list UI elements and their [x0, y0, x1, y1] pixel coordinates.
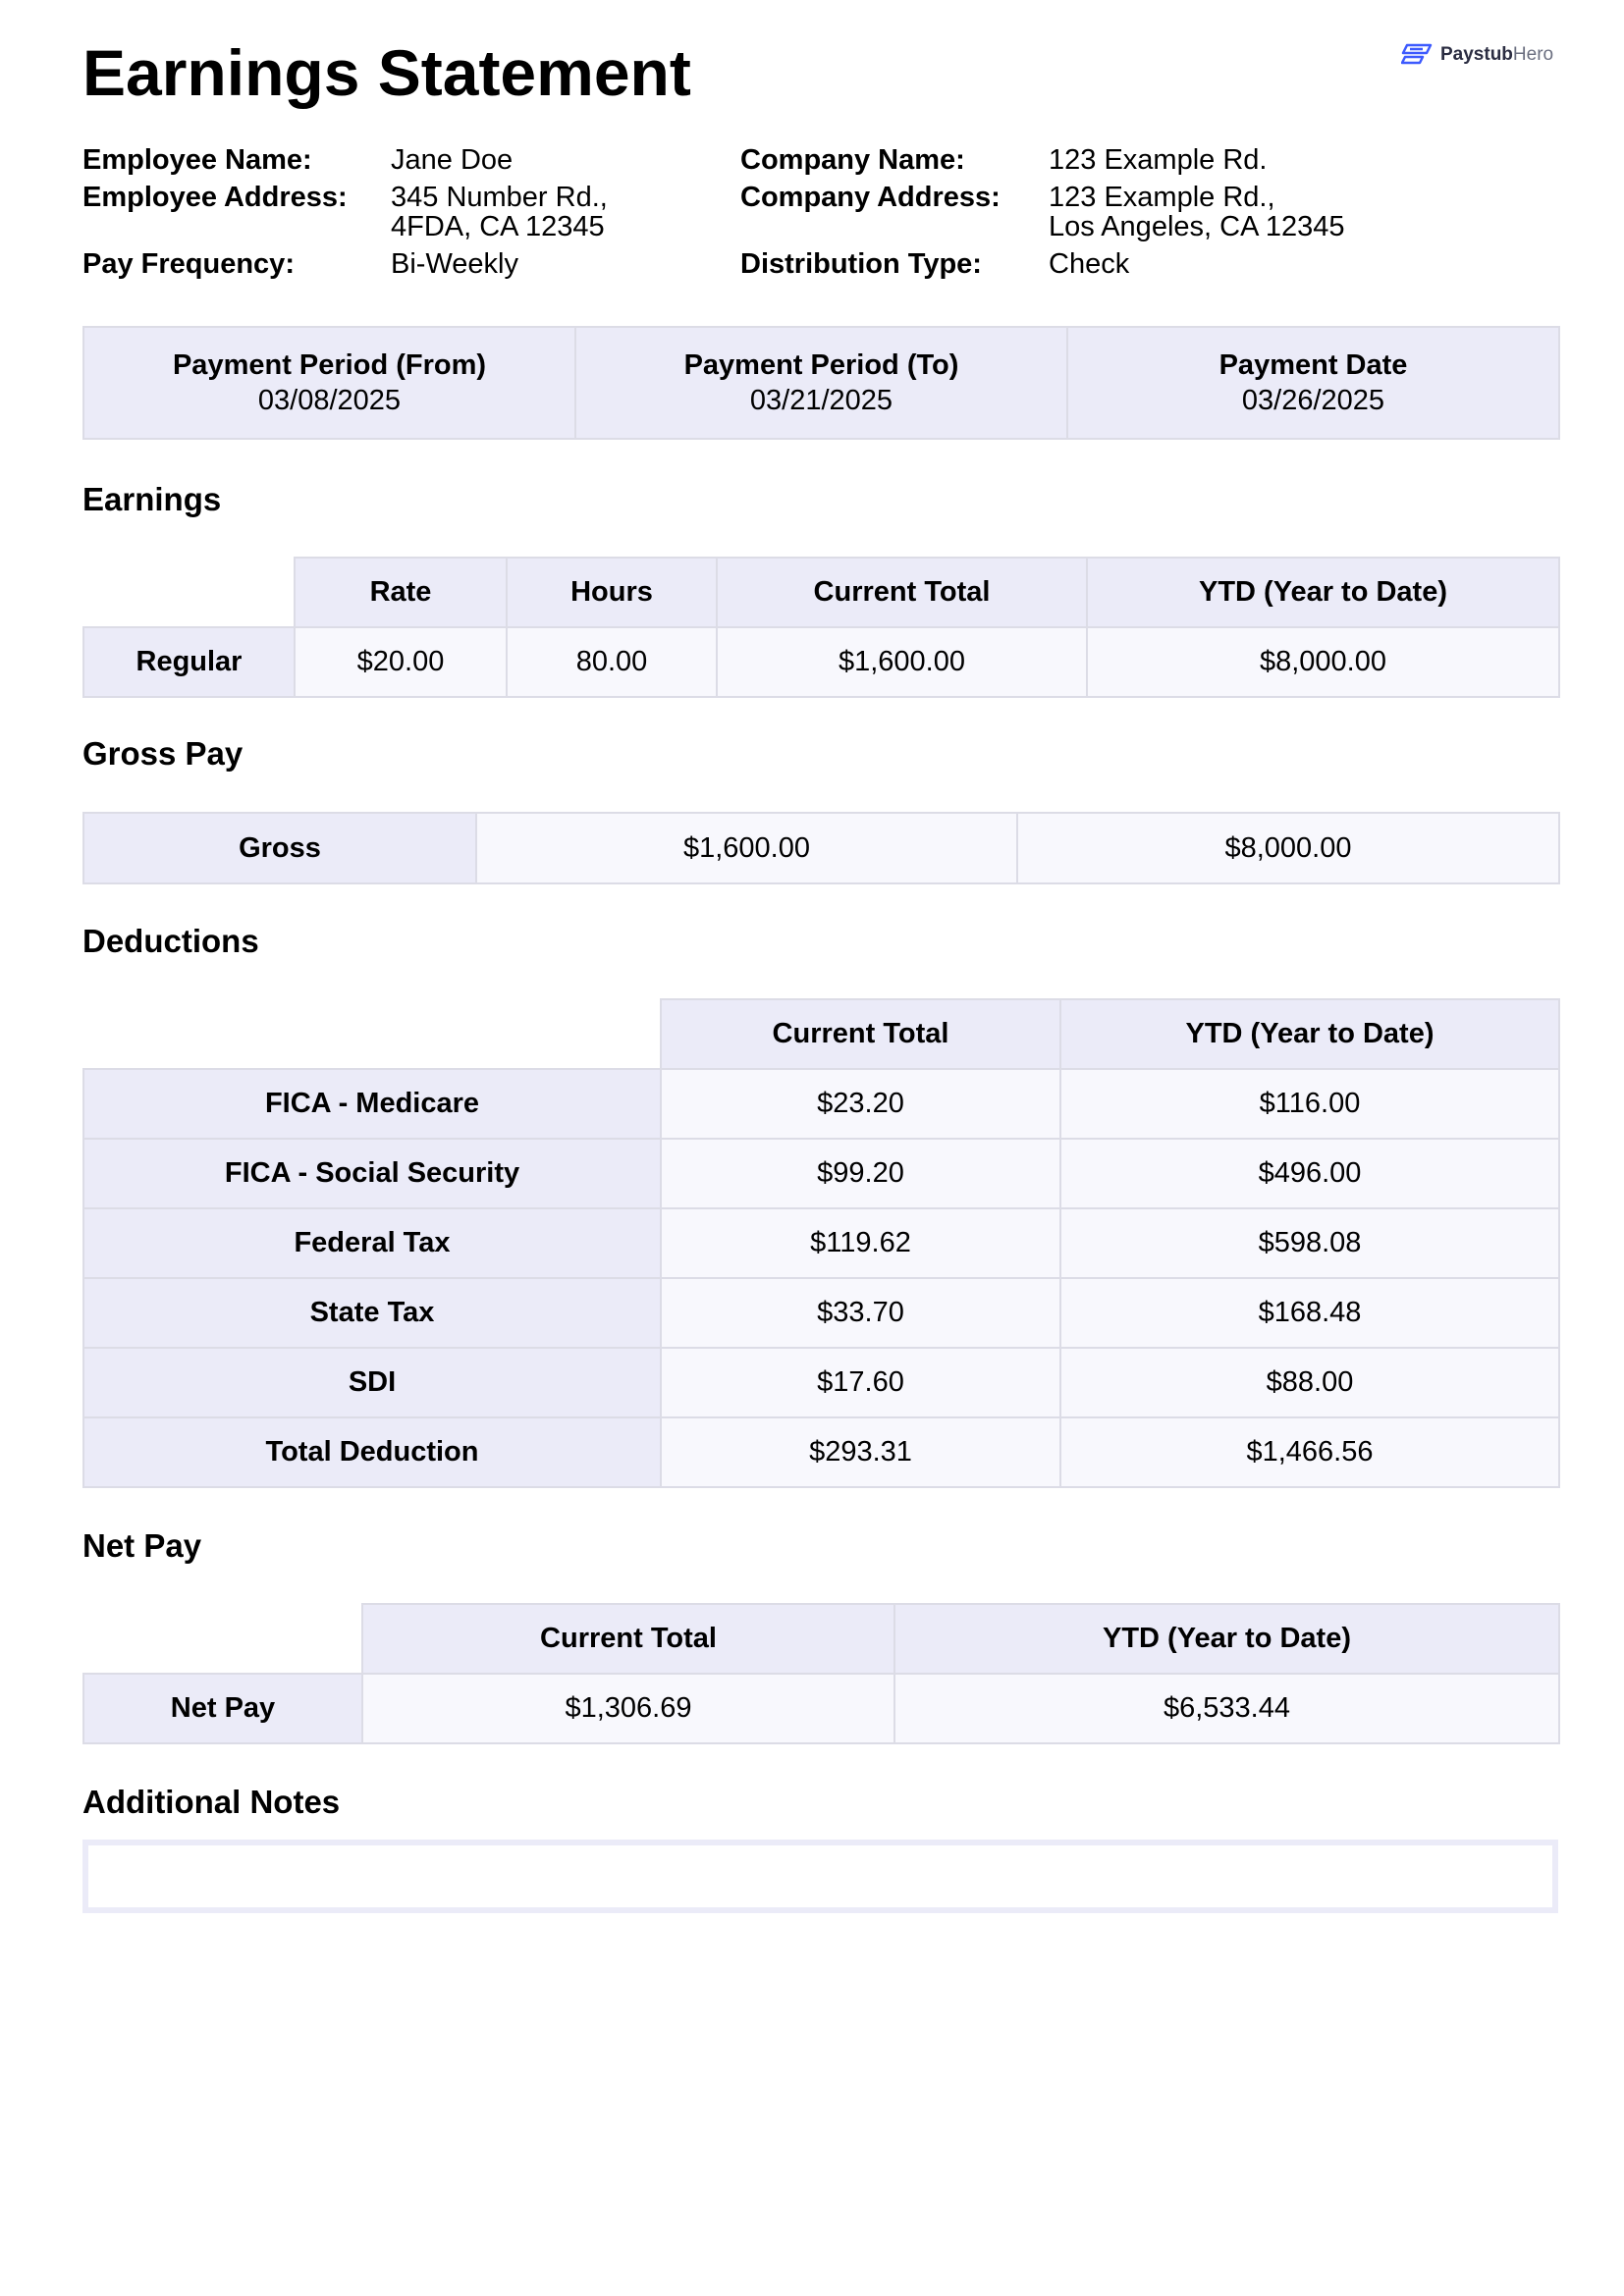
table-row [83, 813, 1559, 883]
additional-notes-box [82, 1840, 1558, 1913]
employee-address-line2: 4FDA, CA 12345 [391, 211, 605, 242]
table-row [83, 627, 1559, 697]
earnings-table [82, 557, 1560, 698]
deduction-label: FICA - Social Security [83, 1139, 661, 1208]
earnings-header-ytd: YTD (Year to Date) [1087, 558, 1559, 627]
deduction-label: Federal Tax [83, 1208, 661, 1278]
page-title: Earnings Statement [82, 36, 691, 109]
gross-pay-section-title: Gross Pay [82, 735, 244, 772]
deductions-section-title: Deductions [82, 923, 259, 959]
payment-date-cell [1067, 327, 1559, 439]
deductions-header-current-total: Current Total [661, 999, 1060, 1069]
net-pay-ytd: $6,533.44 [894, 1674, 1559, 1743]
table-row [83, 1278, 1559, 1348]
table-row [83, 1139, 1559, 1208]
gross-pay-table [82, 812, 1560, 884]
deductions-table [82, 998, 1560, 1488]
deductions-header-ytd: YTD (Year to Date) [1060, 999, 1559, 1069]
logo-text-bold: Paystub [1440, 44, 1513, 65]
deduction-current: $99.20 [661, 1139, 1060, 1208]
earnings-section-title: Earnings [82, 481, 222, 517]
deduction-ytd: $598.08 [1060, 1208, 1559, 1278]
deduction-label: State Tax [83, 1278, 661, 1348]
payment-date-label: Payment Date [1218, 349, 1408, 381]
net-pay-current: $1,306.69 [362, 1674, 894, 1743]
pay-frequency-label: Pay Frequency: [82, 248, 295, 280]
pay-frequency-value: Bi-Weekly [391, 248, 518, 280]
company-address-line2: Los Angeles, CA 12345 [1049, 211, 1345, 242]
distribution-type-label: Distribution Type: [740, 248, 982, 280]
deduction-current: $293.31 [661, 1417, 1060, 1487]
logo-text-light: Hero [1512, 44, 1554, 65]
earnings-header-hours: Hours [507, 558, 717, 627]
employee-name-value: Jane Doe [391, 144, 514, 176]
employee-address-line1: 345 Number Rd., [391, 182, 608, 213]
earnings-row-label: Regular [83, 627, 295, 697]
gross-ytd: $8,000.00 [1017, 813, 1559, 883]
deduction-label: Total Deduction [83, 1417, 661, 1487]
table-row [83, 1208, 1559, 1278]
payment-period-from-label: Payment Period (From) [172, 349, 487, 381]
net-pay-header-current-total: Current Total [362, 1604, 894, 1674]
company-name-label: Company Name: [740, 144, 965, 176]
company-address-label: Company Address: [740, 182, 1001, 213]
earnings-corner-cell [83, 558, 295, 627]
deduction-ytd: $88.00 [1060, 1348, 1559, 1417]
employee-name-label: Employee Name: [82, 144, 312, 176]
net-pay-label: Net Pay [83, 1674, 362, 1743]
deduction-ytd: $496.00 [1060, 1139, 1559, 1208]
deductions-corner-cell [83, 999, 661, 1069]
gross-label: Gross [83, 813, 476, 883]
net-pay-section-title: Net Pay [82, 1527, 202, 1564]
payment-period-to-label: Payment Period (To) [683, 349, 959, 381]
deduction-label: SDI [83, 1348, 661, 1417]
earnings-header-rate: Rate [295, 558, 507, 627]
deduction-current: $33.70 [661, 1278, 1060, 1348]
payment-period-from-value: 03/08/2025 [257, 385, 402, 416]
table-row [83, 1348, 1559, 1417]
company-address-line1: 123 Example Rd., [1049, 182, 1275, 213]
table-row [83, 1069, 1559, 1139]
payment-period-to-cell [575, 327, 1067, 439]
table-row [83, 1674, 1559, 1743]
earnings-rate: $20.00 [295, 627, 507, 697]
payment-period-table [82, 326, 1560, 440]
table-row [83, 1417, 1559, 1487]
deduction-current: $23.20 [661, 1069, 1060, 1139]
paystubhero-logo-icon [1401, 43, 1435, 67]
deduction-ytd: $168.48 [1060, 1278, 1559, 1348]
additional-notes-section-title: Additional Notes [82, 1784, 341, 1820]
gross-current: $1,600.00 [476, 813, 1017, 883]
deduction-current: $119.62 [661, 1208, 1060, 1278]
net-pay-header-ytd: YTD (Year to Date) [894, 1604, 1559, 1674]
employee-address-label: Employee Address: [82, 182, 348, 213]
deduction-label: FICA - Medicare [83, 1069, 661, 1139]
payment-period-to-value: 03/21/2025 [749, 385, 893, 416]
earnings-ytd: $8,000.00 [1087, 627, 1559, 697]
earnings-header-current-total: Current Total [717, 558, 1087, 627]
net-pay-table [82, 1603, 1560, 1744]
payment-date-value: 03/26/2025 [1241, 385, 1385, 416]
earnings-current-total: $1,600.00 [717, 627, 1087, 697]
paystubhero-logo [1401, 43, 1553, 67]
deduction-ytd: $1,466.56 [1060, 1417, 1559, 1487]
deduction-ytd: $116.00 [1060, 1069, 1559, 1139]
deduction-current: $17.60 [661, 1348, 1060, 1417]
company-name-value: 123 Example Rd. [1049, 144, 1268, 176]
earnings-hours: 80.00 [507, 627, 717, 697]
distribution-type-value: Check [1049, 248, 1130, 280]
payment-period-from-cell [83, 327, 575, 439]
net-pay-corner-cell [83, 1604, 362, 1674]
